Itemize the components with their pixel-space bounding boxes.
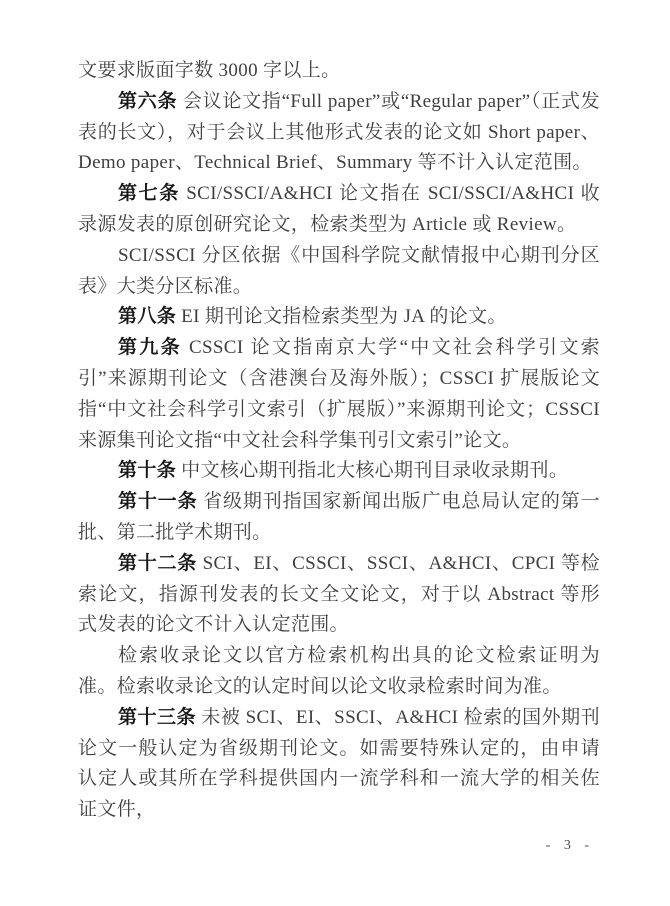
paragraph: 第十二条 SCI、EI、CSSCI、SSCI、A&HCI、CPCI 等检索论文，指源刊发表的长文全文论文，对于以 Abstract 等形式发表的论文不计入认定范围。 [78,552,600,636]
article-number: 第八条 [118,306,177,328]
article-number: 第十一条 [118,491,198,513]
paragraph: 第十三条 未被 SCI、EI、SSCI、A&HCI 检索的国外期刊论文一般认定为省级期刊论文。如需要特殊认定的，由申请认定人或其所在学科提供国内一流学科和一流大学的相关佐证文件， [78,706,601,821]
paragraph: 检索收录论文以官方检索机构出具的论文检索证明为准。检索收录论文的认定时间以论文收录检索时间为准。 [78,645,600,697]
paragraph: 第十条 中文核心期刊指北大核心期刊目录收录期刊。 [118,460,569,482]
paragraph: 文要求版面字数 3000 字以上。 [78,60,341,81]
document-body [78,56,600,826]
paragraph: SCI/SSCI 分区依据《中国科学院文献情报中心期刊分区表》大类分区标准。 [78,244,600,297]
article-number: 第七条 [118,183,180,205]
paragraph: 第七条 SCI/SSCI/A&HCI 论文指在 SCI/SSCI/A&HCI 收录源发表的原创研究论文，检索类型为 Article 或 Review。 [78,183,600,235]
page-number: - 3 - [545,838,594,853]
paragraph: 第六条 会议论文指“Full paper”或“Regular paper”（正式发表的长文），对于会议上其他形式发表的论文如 Short paper、Demo paper、Technical Brief、Summary 等不计入认定范围。 [78,90,600,174]
article-number: 第六条 [118,90,178,112]
paragraph: 第九条 CSSCI 论文指南京大学“中文社会科学引文索引”来源期刊论文（含港澳台及海外版）；CSSCI 扩展版论文指“中文社会科学引文索引（扩展版）”来源期刊论文；CSSCI 来源集刊论文指“中文社会科学集刊引文索引”论文。 [78,337,600,451]
article-number: 第十条 [118,460,177,482]
article-number: 第十二条 [118,552,198,574]
article-number: 第十三条 [118,706,197,728]
article-number: 第九条 [118,337,182,359]
paragraph: 第十一条 省级期刊指国家新闻出版广电总局认定的第一批、第二批学术期刊。 [78,491,600,543]
paragraph: 第八条 EI 期刊论文指检索类型为 JA 的论文。 [118,306,507,328]
